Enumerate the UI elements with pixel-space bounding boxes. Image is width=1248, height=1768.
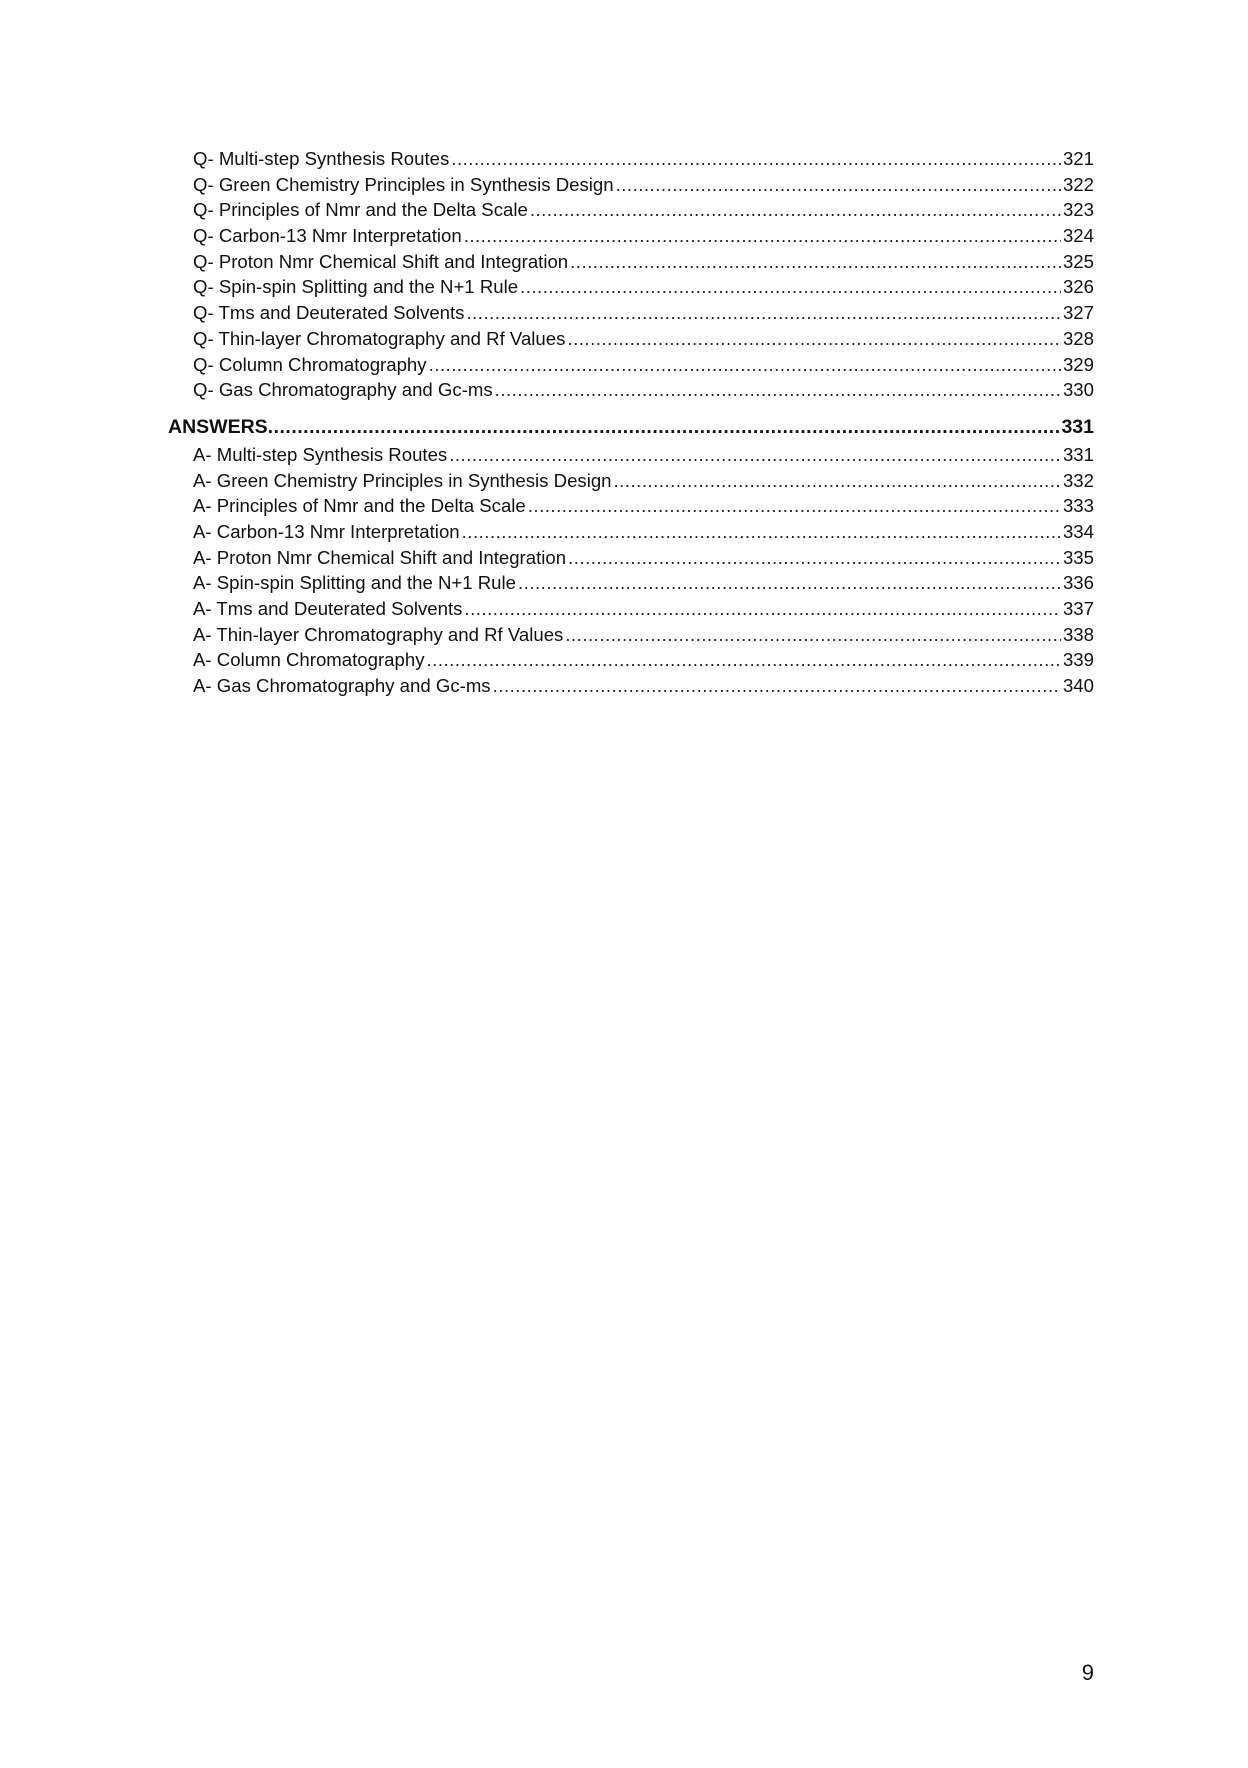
toc-entry-page: 340 xyxy=(1062,675,1094,697)
dot-leader xyxy=(616,172,1061,198)
toc-entry-label: Q- Green Chemistry Principles in Synthesis Design xyxy=(193,173,614,195)
toc-entry-page: 326 xyxy=(1062,276,1094,298)
toc-entry-page: 329 xyxy=(1062,353,1094,375)
dot-leader xyxy=(268,412,1060,442)
toc-entry-label: A- Spin-spin Splitting and the N+1 Rule xyxy=(193,572,516,594)
toc-entry-page: 335 xyxy=(1062,546,1094,568)
toc-entry-label: A- Carbon-13 Nmr Interpretation xyxy=(193,520,460,542)
toc-entry-question[interactable] xyxy=(168,223,1094,249)
toc-entry-page: 339 xyxy=(1062,649,1094,671)
toc-entry-question[interactable] xyxy=(168,172,1094,198)
dot-leader xyxy=(466,300,1061,326)
toc-entry-page: 332 xyxy=(1062,469,1094,491)
dot-leader xyxy=(565,622,1061,648)
toc-entry-page: 333 xyxy=(1062,495,1094,517)
toc-entry-answer[interactable] xyxy=(168,468,1094,494)
toc-entry-page: 328 xyxy=(1062,327,1094,349)
toc-entry-question[interactable] xyxy=(168,274,1094,300)
toc-entry-question[interactable] xyxy=(168,352,1094,378)
dot-leader xyxy=(570,249,1061,275)
toc-entry-label: A- Green Chemistry Principles in Synthesis Design xyxy=(193,469,612,491)
toc-entry-page: 336 xyxy=(1062,572,1094,594)
toc-entry-answer[interactable] xyxy=(168,442,1094,468)
dot-leader xyxy=(530,197,1061,223)
toc-entry-label: Q- Column Chromatography xyxy=(193,353,427,375)
toc-entry-label: Q- Carbon-13 Nmr Interpretation xyxy=(193,225,462,247)
toc-entry-answer[interactable] xyxy=(168,519,1094,545)
toc-entry-question[interactable] xyxy=(168,300,1094,326)
toc-entry-answer[interactable] xyxy=(168,570,1094,596)
toc-entry-answer[interactable] xyxy=(168,545,1094,571)
toc-heading-label: ANSWERS xyxy=(168,415,268,438)
toc-entry-question[interactable] xyxy=(168,377,1094,403)
toc-entry-page: 331 xyxy=(1062,443,1094,465)
toc-entry-question[interactable] xyxy=(168,249,1094,275)
toc-entry-question[interactable] xyxy=(168,326,1094,352)
toc-entry-page: 324 xyxy=(1062,225,1094,247)
toc-entry-answer[interactable] xyxy=(168,596,1094,622)
dot-leader xyxy=(567,326,1061,352)
toc-entry-label: Q- Gas Chromatography and Gc-ms xyxy=(193,379,493,401)
toc-entry-page: 330 xyxy=(1062,379,1094,401)
toc-entry-label: Q- Thin-layer Chromatography and Rf Values xyxy=(193,327,566,349)
dot-leader xyxy=(493,673,1061,699)
toc-heading-page: 331 xyxy=(1061,415,1094,438)
toc-entry-label: Q- Proton Nmr Chemical Shift and Integration xyxy=(193,250,569,272)
dot-leader xyxy=(451,146,1061,172)
dot-leader xyxy=(464,596,1061,622)
toc-entry-label: Q- Spin-spin Splitting and the N+1 Rule xyxy=(193,276,519,298)
toc-entry-answer[interactable] xyxy=(168,673,1094,699)
toc-entry-label: A- Gas Chromatography and Gc-ms xyxy=(193,675,491,697)
dot-leader xyxy=(429,352,1061,378)
toc-entry-page: 322 xyxy=(1062,173,1094,195)
toc-entry-page: 323 xyxy=(1062,199,1094,221)
toc-entry-question[interactable] xyxy=(168,146,1094,172)
toc-entry-label: A- Thin-layer Chromatography and Rf Values xyxy=(193,623,564,645)
toc-entry-label: Q- Principles of Nmr and the Delta Scale xyxy=(193,199,528,221)
toc-entry-page: 321 xyxy=(1062,148,1094,169)
table-of-contents xyxy=(168,146,1094,699)
toc-entry-page: 334 xyxy=(1062,520,1094,542)
dot-leader xyxy=(518,570,1061,596)
toc-entry-label: A- Principles of Nmr and the Delta Scale xyxy=(193,495,526,517)
toc-entry-answer[interactable] xyxy=(168,493,1094,519)
toc-entry-page: 338 xyxy=(1062,623,1094,645)
dot-leader xyxy=(449,442,1061,468)
toc-entry-label: A- Tms and Deuterated Solvents xyxy=(193,598,463,619)
page-number: 9 xyxy=(1081,1660,1094,1685)
toc-entry-page: 327 xyxy=(1062,302,1094,324)
toc-entry-answer[interactable] xyxy=(168,622,1094,648)
toc-entry-label: Q- Multi-step Synthesis Routes xyxy=(193,148,450,169)
toc-entry-question[interactable] xyxy=(168,197,1094,223)
dot-leader xyxy=(614,468,1061,494)
toc-heading-answers[interactable] xyxy=(168,412,1094,442)
dot-leader xyxy=(462,519,1061,545)
toc-entry-label: A- Multi-step Synthesis Routes xyxy=(193,443,448,465)
dot-leader xyxy=(427,647,1061,673)
dot-leader xyxy=(464,223,1061,249)
toc-entry-label: A- Column Chromatography xyxy=(193,649,425,671)
toc-entry-label: A- Proton Nmr Chemical Shift and Integration xyxy=(193,546,567,568)
dot-leader xyxy=(568,545,1061,571)
toc-entry-page: 325 xyxy=(1062,250,1094,272)
dot-leader xyxy=(520,274,1061,300)
toc-entry-label: Q- Tms and Deuterated Solvents xyxy=(193,302,465,324)
toc-entry-answer[interactable] xyxy=(168,647,1094,673)
dot-leader xyxy=(528,493,1061,519)
dot-leader xyxy=(495,377,1061,403)
toc-entry-page: 337 xyxy=(1062,598,1094,619)
